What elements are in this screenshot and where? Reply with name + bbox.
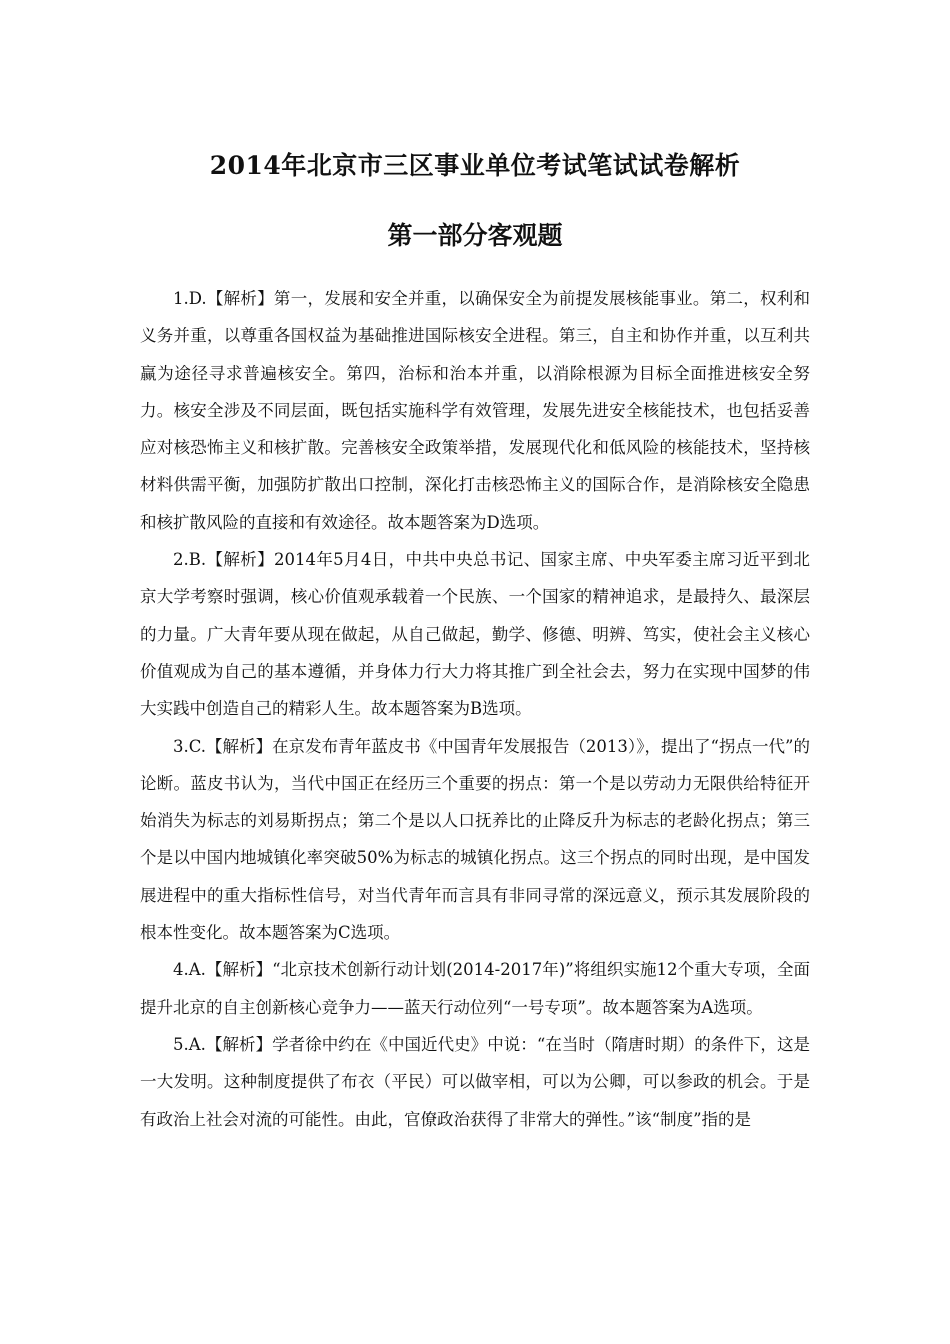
answer-paragraph-4: 4.A.【解析】“北京技术创新行动计划(2014-2017年)”将组织实施12个重大专项，全面提升北京的自主创新核心竞争力——蓝天行动位列“一号专项”。故本题答案为A选项。 xyxy=(140,960,810,1017)
answer-paragraph-2: 2.B.【解析】2014年5月4日，中共中央总书记、国家主席、中央军委主席习近平到北京大学考察时强调，核心价值观承载着一个民族、一个国家的精神追求，是最持久、最深层的力量。广大青年要从现在做起，从自己做起，勤学、修德、明辨、笃实，使社会主义核心价值观成为自己的基本遵循，并身体力行大力将其推广到全社会去，努力在实现中国梦的伟大实践中创造自己的精彩人生。故本题答案为B选项。 xyxy=(140,550,810,719)
answer-paragraph-3: 3.C.【解析】在京发布青年蓝皮书《中国青年发展报告（2013）》，提出了“拐点一代”的论断。蓝皮书认为，当代中国正在经历三个重要的拐点：第一个是以劳动力无限供给特征开始消失为标志的刘易斯拐点；第二个是以人口抚养比的止降反升为标志的老龄化拐点；第三个是以中国内地城镇化率突破50%为标志的城镇化拐点。这三个拐点的同时出现，是中国发展进程中的重大指标性信号，对当代青年而言具有非同寻常的深远意义，预示其发展阶段的根本性变化。故本题答案为C选项。 xyxy=(140,736,810,943)
section-heading: 第一部分客观题 xyxy=(387,221,563,250)
answer-paragraph-5: 5.A.【解析】学者徐中约在《中国近代史》中说：“在当时（隋唐时期）的条件下，这是一大发明。这种制度提供了布衣（平民）可以做宰相，可以为公卿，可以参政的机会。于是有政治上社会对流的可能性。由此，官僚政治获得了非常大的弹性。”该“制度”指的是 xyxy=(140,1034,810,1129)
document-body xyxy=(140,280,810,1138)
answer-paragraph-1: 1.D.【解析】第一，发展和安全并重，以确保安全为前提发展核能事业。第二，权利和义务并重，以尊重各国权益为基础推进国际核安全进程。第三，自主和协作并重，以互利共赢为途径寻求普遍核安全。第四，治标和治本并重，以消除根源为目标全面推进核安全努力。核安全涉及不同层面，既包括实施科学有效管理，发展先进安全核能技术，也包括妥善应对核恐怖主义和核扩散。完善核安全政策举措，发展现代化和低风险的核能技术，坚持核材料供需平衡，加强防扩散出口控制，深化打击核恐怖主义的国际合作，是消除核安全隐患和核扩散风险的直接和有效途径。故本题答案为D选项。 xyxy=(140,289,810,532)
document-title: 2014年北京市三区事业单位考试笔试试卷解析 xyxy=(209,151,741,180)
